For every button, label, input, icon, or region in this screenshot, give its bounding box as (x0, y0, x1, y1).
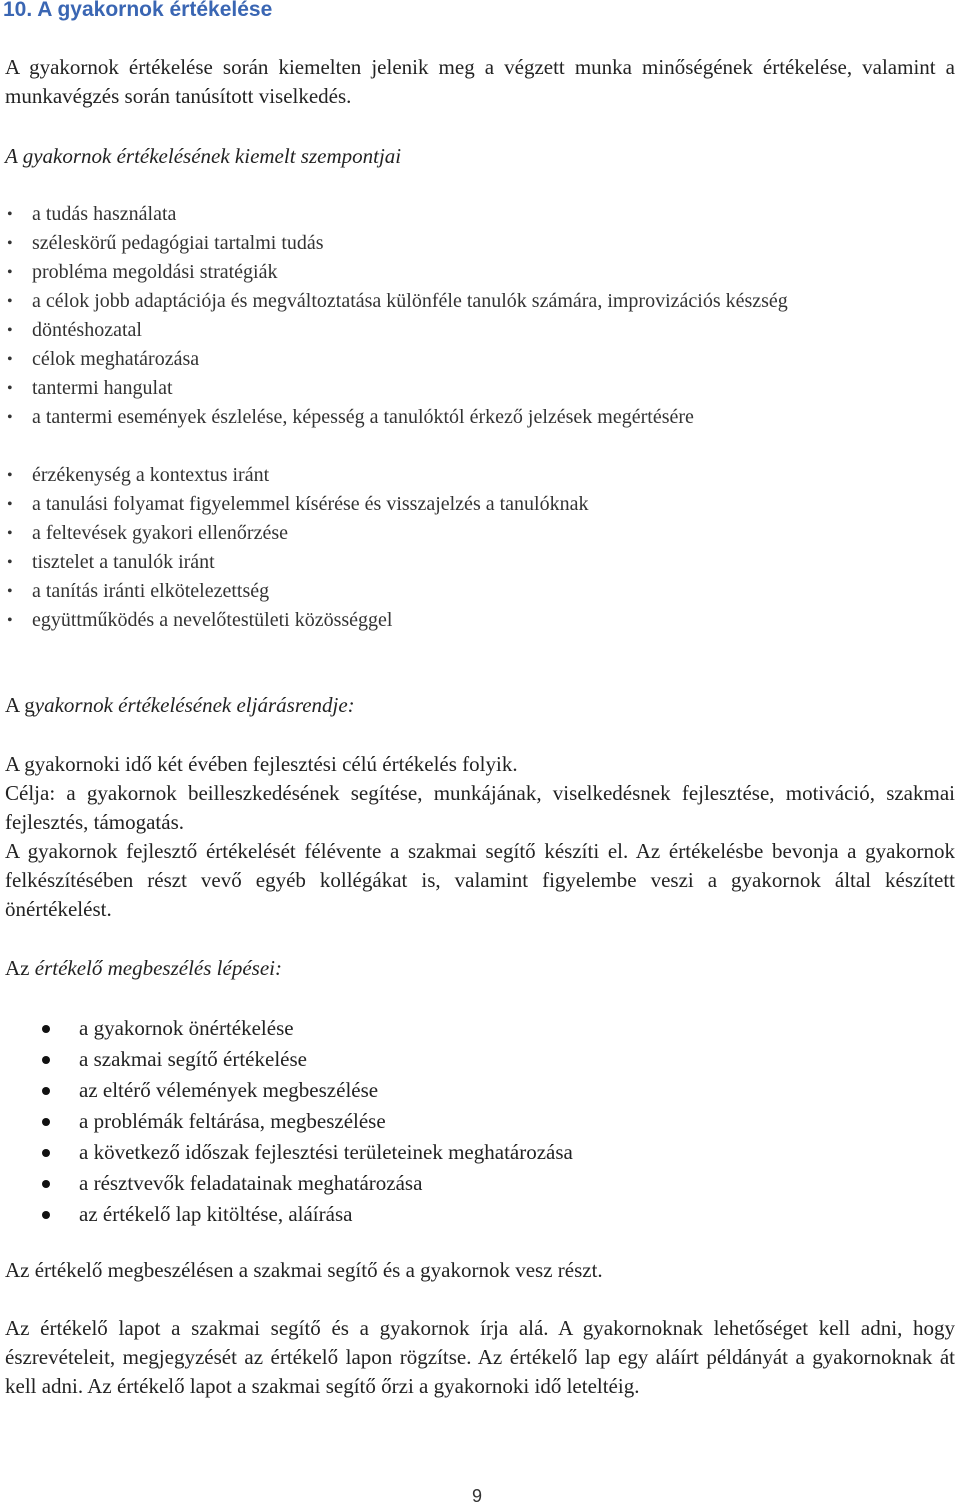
section-heading: 10. A gyakornok értékelése (3, 0, 273, 21)
bullet-icon: • (7, 351, 13, 368)
bullet-icon: • (7, 322, 13, 339)
bullet-icon: • (7, 583, 13, 600)
bullet-icon: • (7, 612, 13, 629)
procedure-title: A gyakornok értékelésének eljárásrendje: (5, 693, 355, 717)
bullet-dot-icon (42, 1180, 50, 1188)
bullet-icon: • (7, 293, 13, 310)
intro-paragraph: A gyakornok értékelése során kiemelten jelenik meg a végzett munka minőségének értékelése, valamint a munkavégzés során tanúsított viselkedés. (5, 55, 955, 108)
steps-title: Az értékelő megbeszélés lépései: (5, 956, 282, 980)
closing-paragraph-1: Az értékelő megbeszélésen a szakmai segítő és a gyakornok vesz részt. (5, 1258, 603, 1282)
list-item: a szakmai segítő értékelése (0, 1044, 960, 1075)
list-item: az eltérő vélemények megbeszélése (0, 1075, 960, 1106)
bullet-icon: • (7, 467, 13, 484)
aspects-title-text: A gyakornok értékelésének kiemelt szempontjai (5, 144, 402, 168)
list-item: • a tantermi események észlelése, képesség a tanulóktól érkező jelzések megértésére (0, 403, 960, 432)
list-item: az értékelő lap kitöltése, aláírása (0, 1199, 960, 1230)
bullet-icon: • (7, 206, 13, 223)
list-item: • tisztelet a tanulók iránt (0, 548, 960, 577)
bullet-dot-icon (42, 1149, 50, 1157)
list-item: • célok meghatározása (0, 345, 960, 374)
list-item: • döntéshozatal (0, 316, 960, 345)
aspects-list (0, 200, 960, 635)
bullet-icon: • (7, 380, 13, 397)
list-item: • érzékenység a kontextus iránt (0, 461, 960, 490)
bullet-icon: • (7, 409, 13, 426)
steps-list (0, 1013, 960, 1230)
list-item: • probléma megoldási stratégiák (0, 258, 960, 287)
bullet-dot-icon (42, 1025, 50, 1033)
page-number: 9 (472, 1486, 483, 1506)
bullet-icon: • (7, 235, 13, 252)
bullet-dot-icon (42, 1118, 50, 1126)
list-item: • a tudás használata (0, 200, 960, 229)
list-item: a problémák feltárása, megbeszélése (0, 1106, 960, 1137)
procedure-paragraph-2: Célja: a gyakornok beilleszkedésének segítése, munkájának, viselkedésnek fejlesztése, motiváció, szakmai fejlesztés, támogatás. (5, 781, 955, 834)
list-item: a résztvevők feladatainak meghatározása (0, 1168, 960, 1199)
procedure-paragraph-3: A gyakornok fejlesztő értékelését félévente a szakmai segítő készíti el. Az értékelésbe bevonja a gyakornok felkészítésében részt vevő egyéb kollégákat is, valamint figyelembe veszi a gyakornok által készített önértékelést. (5, 839, 955, 921)
list-item: a gyakornok önértékelése (0, 1013, 960, 1044)
bullet-icon: • (7, 554, 13, 571)
closing-paragraph-2: Az értékelő lapot a szakmai segítő és a gyakornok írja alá. A gyakornoknak lehetőséget kell adni, hogy észrevételeit, megjegyzését az értékelő lapon rögzítse. Az értékelő lap egy aláírt példányát a gyakornoknak át kell adni. Az értékelő lapot a szakmai segítő őrzi a gyakornoki idő leteltéig. (5, 1316, 955, 1398)
bullet-dot-icon (42, 1056, 50, 1064)
bullet-icon: • (7, 525, 13, 542)
list-item: • a tanítás iránti elkötelezettség (0, 577, 960, 606)
bullet-dot-icon (42, 1211, 50, 1219)
bullet-icon: • (7, 496, 13, 513)
list-item: • együttműködés a nevelőtestületi közösséggel (0, 606, 960, 635)
list-item: • a célok jobb adaptációja és megváltoztatása különféle tanulók számára, improvizációs készség (0, 287, 960, 316)
bullet-dot-icon (42, 1087, 50, 1095)
procedure-paragraph-1: A gyakornoki idő két évében fejlesztési célú értékelés folyik. (5, 752, 518, 776)
aspects-title (5, 142, 401, 171)
list-item: • széleskörű pedagógiai tartalmi tudás (0, 229, 960, 258)
list-item: • tantermi hangulat (0, 374, 960, 403)
list-item: • a feltevések gyakori ellenőrzése (0, 519, 960, 548)
bullet-icon: • (7, 264, 13, 281)
list-item: • a tanulási folyamat figyelemmel kísérése és visszajelzés a tanulóknak (0, 490, 960, 519)
list-item: a következő időszak fejlesztési területeinek meghatározása (0, 1137, 960, 1168)
